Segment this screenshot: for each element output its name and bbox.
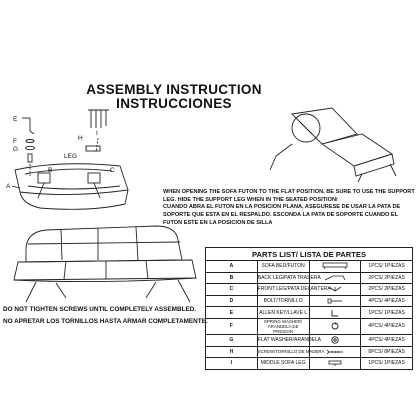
part-qty: 8PCS/ 8PIEZAS [361,346,413,358]
warning-spanish: NO APRETAR LOS TORNILLOS HASTA ARMAR COMPLETAMENTE. [3,318,208,325]
part-qty: 1PCS/ 1PIEZAS [361,307,413,319]
note-line: WHEN OPENING THE SOFA FUTON TO THE FLAT POSITION, BE SURE TO USE THE SUPPORT [163,189,415,195]
label-b: B [48,167,53,174]
part-name: SOFA BED/FUTON [257,261,309,273]
warning-english: DO NOT TIGHTEN SCREWS UNTIL COMPLETELY ASSEMBLED. [3,306,197,313]
spring-washer-icon [329,322,341,330]
part-key: C [206,284,258,296]
allen-key-icon [328,309,342,317]
label-c: C [110,167,115,174]
table-row [206,318,413,334]
label-a: A [6,183,11,190]
part-qty: 4PCS/ 4PIEZAS [361,318,413,334]
part-key: H [206,346,258,358]
front-leg-icon [326,285,344,293]
part-key: E [206,307,258,319]
table-row [206,346,413,358]
screws [88,110,109,128]
part-name: SCREW/TORNILLO DE MADERA [257,346,309,358]
part-qty: 4PCS/ 4PIEZAS [361,334,413,346]
part-key: B [206,272,258,284]
part-qty: 2PCS/ 2PIEZAS [361,272,413,284]
part-qty: 1PCS/ 1PIEZAS [361,358,413,370]
part-name: MIDDLE SOFA LEG [257,358,309,370]
part-key: D [206,295,258,307]
middle-leg-icon [327,359,343,367]
part-name: BACK LEG/PATA TRASERA [257,272,309,284]
table-row [206,295,413,307]
parts-list-table [205,247,413,370]
part-name: SPRING WASHER/ ARANDELA DE PRESION [257,318,309,334]
label-e: E [13,116,18,123]
title-english: ASSEMBLY INSTRUCTION [86,82,262,97]
table-row [206,334,413,346]
note-line: LEG. HIDE THE SUPPORT LEG WHEN IN THE SEATED POSITION/ [163,196,338,203]
title-spanish: INSTRUCCIONES [116,96,232,111]
wood-screw-icon [325,348,345,356]
part-key: I [206,358,258,370]
support-leg-diagram [262,104,412,184]
note-line: SOPORTE QUE ESTA EN EL RESPALDO. ESCONDA LA PATA DE SOPORTE CUANDO EL [163,212,399,219]
table-row [206,307,413,319]
part-key: A [206,261,258,273]
label-g: G [13,146,19,153]
part-name: BOLT/TORNILLO [257,295,309,307]
part-key: F [206,318,258,334]
part-qty: 1PCS/ 1PIEZAS [361,261,413,273]
sofa-icon [322,262,348,270]
part-qty: 2PCS/ 2PIEZAS [361,284,413,296]
part-name: FLAT WASHER/ARANDELA [257,334,309,346]
label-h: H [78,135,83,142]
table-row [206,272,413,284]
label-leg: LEG [64,153,78,160]
part-key: G [206,334,258,346]
flat-washer-icon [329,336,341,344]
part-name: ALLEN KEY/LLAVE L [257,307,309,319]
note-line: CUANDO ABRA EL FUTON EN LA POSICION PLANA, ASEGURESE DE USAR LA PATA DE [163,204,401,211]
parts-list-header: PARTS LIST/ LISTA DE PARTES [206,248,413,261]
table-row [206,358,413,370]
part-name: FRONT LEG/PATA DELANTERA [257,284,309,296]
sofa-illustration [6,222,202,306]
table-row [206,261,413,273]
part-qty: 4PCS/ 4PIEZAS [361,295,413,307]
back-leg-icon [323,274,347,282]
label-f: F [13,138,17,145]
label-i: I [96,130,98,137]
bolt-icon [326,297,344,305]
parts-list-header-row [206,248,413,261]
table-row [206,284,413,296]
note-line: FUTON ESTE EN LA POSICION DE SILLA [163,219,273,226]
